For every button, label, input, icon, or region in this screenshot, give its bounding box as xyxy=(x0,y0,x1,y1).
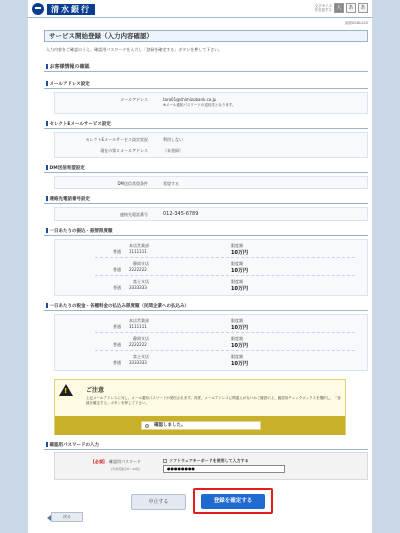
software-keyboard-option[interactable] xyxy=(163,458,249,464)
tax-limit-label: 限度額 xyxy=(231,336,243,341)
header xyxy=(28,0,372,18)
tax-limit xyxy=(231,336,248,349)
email-section-heading: メールアドレス設定 xyxy=(44,81,368,89)
checkbox-icon[interactable] xyxy=(145,424,149,428)
intro-text: 入力内容をご確認のうえ、確認用パスワードを入力し「登録を確定する」ボタンを押して下さい。 xyxy=(46,47,223,52)
tax-account-number: 1111111 xyxy=(129,324,147,329)
software-keyboard-label: ソフトウェアキーボードを使用して入力する xyxy=(169,458,249,463)
tax-limit-box xyxy=(54,314,368,371)
customer-section-heading: お客様情報の確認 xyxy=(44,64,368,72)
tax-limit-value: 10万円 xyxy=(231,343,248,349)
second-email-label: 現在の第２メールアドレス xyxy=(100,148,148,153)
email-box xyxy=(54,92,368,114)
password-section-heading: 確認用パスワードの入力 xyxy=(44,442,368,450)
transfer-limit-label: 限度額 xyxy=(231,261,243,266)
tax-account-type: 普通 xyxy=(113,360,121,365)
back-button[interactable]: 戻る xyxy=(51,512,83,522)
bank-logo[interactable] xyxy=(32,3,95,15)
password-hint: (半角英数字6～12桁) xyxy=(111,467,141,471)
cancel-button[interactable]: 中止する xyxy=(131,494,186,510)
tax-limit-section-heading: 一日あたりの税金・各種料金の払込み限度額（民間企業への払込み） xyxy=(44,303,368,311)
transfer-account-type: 普通 xyxy=(113,267,121,272)
checkbox-icon[interactable] xyxy=(163,459,167,463)
notice-text: 上記メールアドレスに対し、メール通知パスワードが発信されます。再度、メールアドレスに間違えがないかご確認の上、確認用チェックボックスを選択し、「登録を確定する」ボタンを押して下さい。 xyxy=(86,396,341,405)
transfer-account-type: 普通 xyxy=(113,249,121,254)
transfer-branch: 本店営業部 xyxy=(129,243,149,248)
tax-limit-label: 限度額 xyxy=(231,318,243,323)
dm-label: DM送信希望条件 xyxy=(117,181,148,186)
divider xyxy=(95,350,355,351)
dm-section-heading: DM送信希望設定 xyxy=(44,165,368,173)
select-email-section-heading: セレクトEメールサービス設定 xyxy=(44,121,368,129)
transfer-branch: 静岡支店 xyxy=(133,261,149,266)
confirm-checkbox[interactable] xyxy=(141,421,261,430)
dm-box xyxy=(54,176,368,189)
tax-branch: 本店営業部 xyxy=(129,318,149,323)
transfer-account-number: 1111111 xyxy=(129,249,147,254)
warning-icon: ! xyxy=(59,384,73,396)
confirm-bar xyxy=(55,416,345,435)
font-size-medium-button[interactable]: あ xyxy=(346,3,356,13)
tax-branch: 富士支店 xyxy=(133,354,149,359)
email-note: ※メール通知パスワードの送信先となります。 xyxy=(163,103,236,107)
dm-value: 希望する xyxy=(163,181,179,186)
transfer-account-number: 3333333 xyxy=(129,285,147,290)
phone-label: 連絡先電話番号 xyxy=(120,212,148,217)
transfer-limit-value: 10万円 xyxy=(231,286,248,292)
transfer-limit-section-heading: 一日あたりの振込・振替限度額 xyxy=(44,228,368,236)
transfer-account-number: 2222222 xyxy=(129,267,147,272)
transfer-limit-value: 10万円 xyxy=(231,268,248,274)
page xyxy=(28,0,372,533)
tax-branch: 静岡支店 xyxy=(133,336,149,341)
tax-limit xyxy=(231,354,248,367)
select-email-status-value: 利用しない xyxy=(163,137,183,142)
tax-limit-value: 10万円 xyxy=(231,325,248,331)
page-title: サービス開始登録（入力内容確認） xyxy=(44,30,368,42)
transfer-limit-value: 10万円 xyxy=(231,250,248,256)
divider xyxy=(95,257,355,258)
tax-account-type: 普通 xyxy=(113,324,121,329)
password-box xyxy=(54,452,368,480)
notice-title: ご注意 xyxy=(86,387,105,394)
screen-id: 画面ID:BL040 xyxy=(345,21,368,25)
submit-button[interactable]: 登録を確定する xyxy=(201,494,265,509)
transfer-limit-label: 限度額 xyxy=(231,243,243,248)
select-email-box xyxy=(54,132,368,158)
font-size-switcher xyxy=(312,3,368,13)
tax-account-number: 2222222 xyxy=(129,342,147,347)
bank-logo-icon xyxy=(32,3,44,15)
transfer-limit-label: 限度額 xyxy=(231,279,243,284)
tax-account-type: 普通 xyxy=(113,342,121,347)
tax-limit-label: 限度額 xyxy=(231,354,243,359)
phone-section-heading: 連絡先電話番号設定 xyxy=(44,196,368,204)
transfer-limit xyxy=(231,243,248,256)
tax-account-number: 3333333 xyxy=(129,360,147,365)
font-size-small-button[interactable]: あ xyxy=(358,3,368,13)
phone-box xyxy=(54,207,368,221)
email-label: メールアドレス xyxy=(120,97,148,102)
font-size-large-button[interactable]: 大 xyxy=(334,3,344,13)
email-value: taro01@shimizubank.co.jp xyxy=(163,97,217,102)
password-label: 確認用パスワード xyxy=(109,459,141,464)
confirm-checkbox-label: 確認しました。 xyxy=(154,423,186,428)
transfer-limit xyxy=(231,261,248,274)
select-email-status-label: セレクトEメールサービス設定状況 xyxy=(85,137,148,142)
bank-logo-text: 清水銀行 xyxy=(47,4,95,15)
tax-limit xyxy=(231,318,248,331)
divider xyxy=(95,332,355,333)
password-input[interactable]: ●●●●●●●● xyxy=(163,465,285,473)
transfer-branch: 富士支店 xyxy=(133,279,149,284)
second-email-value: （未登録） xyxy=(163,148,183,153)
notice-box xyxy=(54,379,346,435)
transfer-limit xyxy=(231,279,248,292)
font-size-label: 文字サイズを変更する xyxy=(314,4,332,12)
transfer-account-type: 普通 xyxy=(113,285,121,290)
required-badge: [必須] xyxy=(93,459,105,464)
tax-limit-value: 10万円 xyxy=(231,361,248,367)
divider xyxy=(95,275,355,276)
phone-value: 012-345-6789 xyxy=(163,211,199,217)
transfer-limit-box xyxy=(54,239,368,296)
submit-button-highlight xyxy=(193,488,273,514)
